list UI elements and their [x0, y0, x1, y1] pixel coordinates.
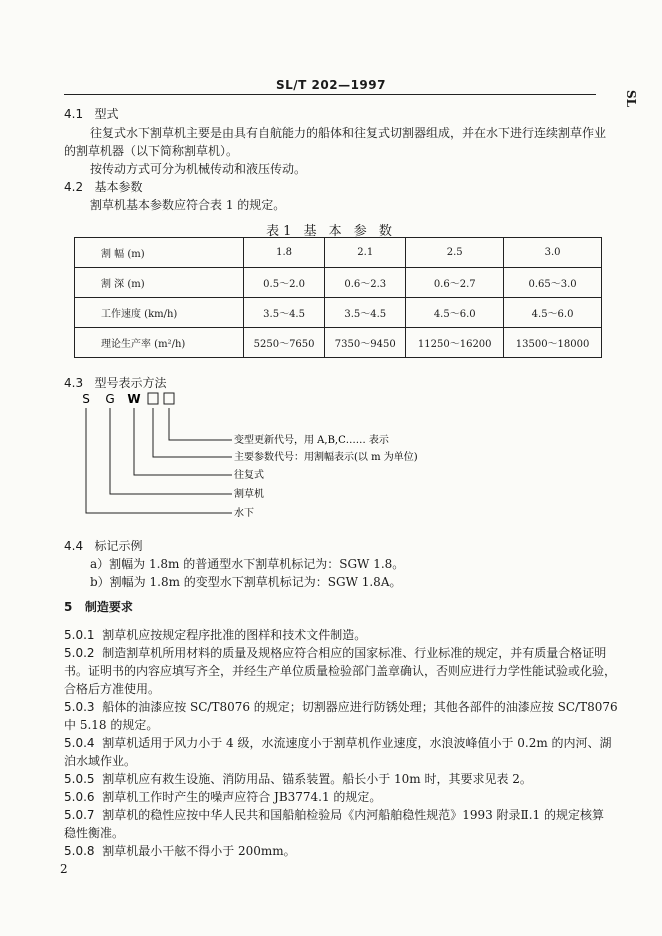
param-code-box [148, 393, 158, 404]
label-mower: 割草机 [234, 489, 264, 500]
table-cell: 3.5～4.5 [325, 298, 406, 328]
clause-number: 5.0.3 [64, 700, 95, 714]
section-number: 5 [64, 600, 73, 614]
example-b: b）割幅为 1.8m 的变型水下割草机标记为：SGW 1.8A。 [90, 575, 402, 589]
table-cell: 0.6～2.7 [406, 268, 504, 298]
variant-code-box [164, 393, 174, 404]
table-cell: 4.5～6.0 [504, 298, 602, 328]
clause-5-0-5 [64, 770, 532, 788]
paragraph-line: 合格后方准使用。 [64, 682, 161, 696]
section-4-1-heading [64, 105, 119, 123]
clause-text: 割草机的稳性应按中华人民共和国船舶检验局《内河船舶稳性规范》1993 附录Ⅱ.1 的规定核算 [102, 808, 604, 822]
clause-5-0-7 [64, 806, 604, 824]
section-4-2-heading [64, 178, 143, 196]
table-cell: 2.1 [325, 238, 406, 268]
section-number: 4.2 [64, 180, 84, 194]
table-cell: 0.6～2.3 [325, 268, 406, 298]
code-letter-s: S [82, 392, 90, 406]
paragraph-line: 的割草机器（以下简称割草机）。 [64, 144, 239, 158]
clause-number: 5.0.1 [64, 628, 95, 642]
table-row [75, 238, 602, 268]
paragraph-line: 稳性衡准。 [64, 826, 125, 840]
running-header: SL/T 202—1997 [276, 78, 386, 92]
section-title: 型号表示方法 [94, 376, 167, 390]
clause-text: 割草机工作时产生的噪声应符合 JB3774.1 的规定。 [102, 790, 382, 804]
model-code-diagram [76, 388, 476, 528]
label-param-code: 主要参数代号：用割幅表示(以 m 为单位) [234, 452, 418, 463]
table-cell: 5250～7650 [244, 328, 325, 358]
label-underwater: 水下 [234, 508, 254, 519]
clause-number: 5.0.8 [64, 844, 95, 858]
leader-lines [86, 408, 232, 513]
code-letter-w: W [127, 392, 141, 406]
section-title: 基本参数 [94, 180, 143, 194]
table-caption: 表1 基 本 参 数 [266, 224, 396, 239]
table-row [75, 328, 602, 358]
paragraph-line: 中 5.18 的规定。 [64, 718, 159, 732]
row-header: 割 幅 (m) [75, 238, 244, 268]
clause-text: 割草机应按规定程序批准的图样和技术文件制造。 [102, 628, 367, 642]
clause-number: 5.0.4 [64, 736, 95, 750]
page-number: 2 [60, 862, 68, 876]
clause-5-0-1 [64, 626, 366, 644]
table-cell: 3.0 [504, 238, 602, 268]
label-variant-code: 变型更新代号，用 A,B,C…… 表示 [234, 435, 389, 446]
header-rule [64, 94, 596, 95]
clause-text: 割草机最小干舷不得小于 200mm。 [102, 844, 296, 858]
table-cell: 4.5～6.0 [406, 298, 504, 328]
section-4-4-heading [64, 537, 143, 555]
basic-parameters-table [74, 237, 602, 358]
label-reciprocating: 往复式 [234, 470, 264, 481]
clause-5-0-2 [64, 644, 606, 662]
clause-number: 5.0.5 [64, 772, 95, 786]
table-cell: 2.5 [406, 238, 504, 268]
clause-number: 5.0.7 [64, 808, 95, 822]
clause-5-0-3 [64, 698, 618, 716]
section-title: 型式 [94, 107, 119, 121]
clause-number: 5.0.2 [64, 646, 95, 660]
clause-5-0-4 [64, 734, 612, 752]
example-a: a）割幅为 1.8m 的普通型水下割草机标记为：SGW 1.8。 [90, 557, 405, 571]
table-cell: 11250～16200 [406, 328, 504, 358]
paragraph-line: 泊水域作业。 [64, 754, 137, 768]
row-header: 理论生产率 (m²/h) [75, 328, 244, 358]
section-number: 4.4 [64, 539, 84, 553]
clause-text: 割草机适用于风力小于 4 级，水流速度小于割草机作业速度，水浪波峰值小于 0.2m 的内河、湖 [102, 736, 612, 750]
paragraph-line: 往复式水下割草机主要是由具有自航能力的船体和往复式切割器组成，并在水下进行连续割草作业 [90, 126, 607, 140]
paragraph-line: 书。证明书的内容应填写齐全，并经生产单位质量检验部门盖章确认，否则应进行力学性能试验或化验， [64, 664, 617, 678]
clause-5-0-8 [64, 842, 296, 860]
clause-text: 割草机应有救生设施、消防用品、锚系装置。船长小于 10m 时，其要求见表 2。 [102, 772, 532, 786]
table-cell: 1.8 [244, 238, 325, 268]
section-5-heading [64, 598, 133, 616]
paragraph-line: 按传动方式可分为机械传动和液压传动。 [90, 162, 307, 176]
clause-text: 船体的油漆应按 SC/T8076 的规定；切割器应进行防锈处理；其他各部件的油漆应按 SC/T8076 [102, 700, 618, 714]
table-cell: 13500～18000 [504, 328, 602, 358]
code-letter-g: G [105, 392, 115, 406]
table-cell: 7350～9450 [325, 328, 406, 358]
clause-5-0-6 [64, 788, 381, 806]
section-title: 制造要求 [84, 600, 133, 614]
section-title: 标记示例 [94, 539, 143, 553]
row-header: 割 深 (m) [75, 268, 244, 298]
clause-text: 制造割草机所用材料的质量及规格应符合相应的国家标准、行业标准的规定，并有质量合格证明 [102, 646, 607, 660]
side-mark: SL [624, 90, 638, 108]
clause-number: 5.0.6 [64, 790, 95, 804]
table-row [75, 268, 602, 298]
row-header: 工作速度 (km/h) [75, 298, 244, 328]
section-number: 4.1 [64, 107, 84, 121]
table-row [75, 298, 602, 328]
section-number: 4.3 [64, 376, 84, 390]
table-cell: 0.65～3.0 [504, 268, 602, 298]
table-cell: 3.5～4.5 [244, 298, 325, 328]
table-cell: 0.5～2.0 [244, 268, 325, 298]
paragraph-line: 割草机基本参数应符合表 1 的规定。 [90, 198, 286, 212]
